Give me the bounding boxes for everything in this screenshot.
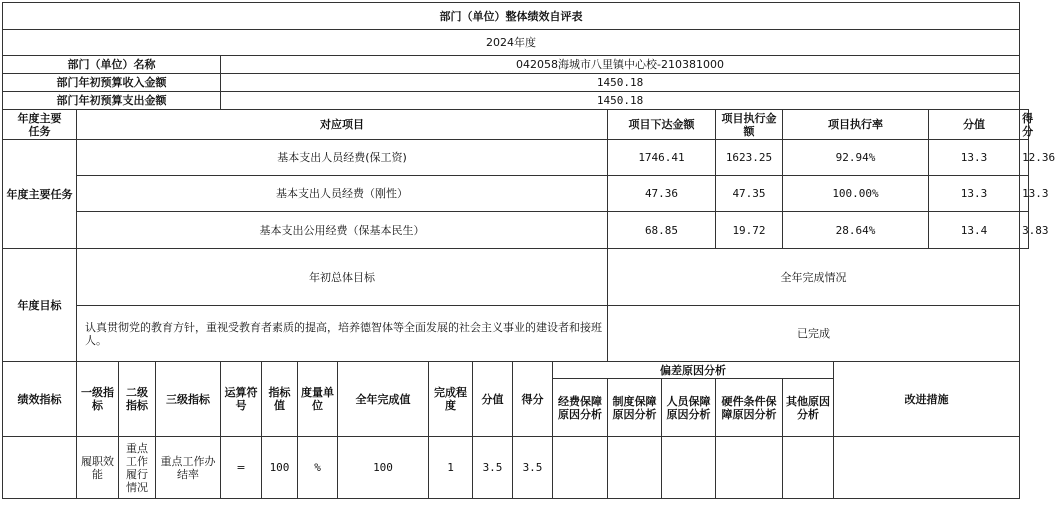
info-label-budget-expense: 部门年初预算支出金额 bbox=[3, 92, 221, 110]
goals-label: 年度目标 bbox=[3, 249, 77, 362]
task-executed: 1623.25 bbox=[716, 140, 783, 176]
perf-label: 绩效指标 bbox=[3, 362, 77, 437]
perf-header-unit: 度量单位 bbox=[298, 362, 338, 437]
tasks-header-score: 得分 bbox=[1020, 110, 1029, 140]
page-title: 部门（单位）整体绩效自评表 bbox=[3, 3, 1020, 30]
perf-dev-funding bbox=[553, 437, 608, 499]
perf-header-dev-other: 其他原因分析 bbox=[783, 379, 834, 437]
task-score-value: 13.4 bbox=[929, 212, 1020, 249]
tasks-header-item: 对应项目 bbox=[77, 110, 608, 140]
year-label: 2024年度 bbox=[3, 30, 1020, 56]
goals-initial-header: 年初总体目标 bbox=[77, 249, 608, 306]
tasks-section-label: 年度主要任务 bbox=[3, 140, 77, 249]
perf-unit: % bbox=[298, 437, 338, 499]
perf-l1: 履职效能 bbox=[77, 437, 119, 499]
task-score: 13.3 bbox=[1020, 176, 1029, 212]
self-evaluation-table bbox=[2, 2, 1055, 499]
perf-header-dev-funding: 经费保障原因分析 bbox=[553, 379, 608, 437]
info-value-budget-income: 1450.18 bbox=[221, 74, 1020, 92]
perf-header-op: 运算符号 bbox=[221, 362, 262, 437]
perf-header-l3: 三级指标 bbox=[156, 362, 221, 437]
task-item: 基本支出人员经费(保工资) bbox=[77, 140, 608, 176]
task-rate: 28.64% bbox=[783, 212, 929, 249]
task-executed: 47.35 bbox=[716, 176, 783, 212]
task-allocated: 47.36 bbox=[608, 176, 716, 212]
perf-header-dev-hardware: 硬件条件保障原因分析 bbox=[716, 379, 783, 437]
tasks-header-rate: 项目执行率 bbox=[783, 110, 929, 140]
task-item: 基本支出人员经费（刚性） bbox=[77, 176, 608, 212]
perf-dev-other bbox=[783, 437, 834, 499]
tasks-header-allocated: 项目下达金额 bbox=[608, 110, 716, 140]
info-label-dept-name: 部门（单位）名称 bbox=[3, 56, 221, 74]
perf-score: 3.5 bbox=[513, 437, 553, 499]
perf-header-score: 得分 bbox=[513, 362, 553, 437]
perf-target: 100 bbox=[262, 437, 298, 499]
perf-header-l2: 二级指标 bbox=[119, 362, 156, 437]
perf-dev-hardware bbox=[716, 437, 783, 499]
perf-header-improve: 改进措施 bbox=[834, 362, 1020, 437]
info-label-budget-income: 部门年初预算收入金额 bbox=[3, 74, 221, 92]
perf-improve bbox=[834, 437, 1020, 499]
task-rate: 100.00% bbox=[783, 176, 929, 212]
task-rate: 92.94% bbox=[783, 140, 929, 176]
perf-actual: 100 bbox=[338, 437, 429, 499]
goals-text: 认真贯彻党的教育方针，重视受教育者素质的提高，培养德智体等全面发展的社会主义事业的建设者和接班人。 bbox=[77, 306, 608, 362]
info-value-budget-expense: 1450.18 bbox=[221, 92, 1020, 110]
task-allocated: 1746.41 bbox=[608, 140, 716, 176]
perf-row-label bbox=[3, 437, 77, 499]
perf-header-deviation: 偏差原因分析 bbox=[553, 362, 834, 379]
task-score-value: 13.3 bbox=[929, 140, 1020, 176]
perf-header-score-value: 分值 bbox=[473, 362, 513, 437]
perf-score-value: 3.5 bbox=[473, 437, 513, 499]
perf-header-target: 指标值 bbox=[262, 362, 298, 437]
info-value-dept-name: 042058海城市八里镇中心校-210381000 bbox=[221, 56, 1020, 74]
perf-l2: 重点工作履行情况 bbox=[119, 437, 156, 499]
perf-dev-system bbox=[608, 437, 662, 499]
task-item: 基本支出公用经费（保基本民生） bbox=[77, 212, 608, 249]
perf-dev-personnel bbox=[662, 437, 716, 499]
perf-header-actual: 全年完成值 bbox=[338, 362, 429, 437]
goals-completion-header: 全年完成情况 bbox=[608, 249, 1020, 306]
tasks-header-label: 年度主要 任务 bbox=[3, 110, 77, 140]
perf-degree: 1 bbox=[429, 437, 473, 499]
perf-header-l1: 一级指标 bbox=[77, 362, 119, 437]
perf-header-dev-personnel: 人员保障原因分析 bbox=[662, 379, 716, 437]
tasks-header-score-value: 分值 bbox=[929, 110, 1020, 140]
task-executed: 19.72 bbox=[716, 212, 783, 249]
task-score-value: 13.3 bbox=[929, 176, 1020, 212]
task-allocated: 68.85 bbox=[608, 212, 716, 249]
goals-status: 已完成 bbox=[608, 306, 1020, 362]
task-score: 3.83 bbox=[1020, 212, 1029, 249]
perf-header-degree: 完成程度 bbox=[429, 362, 473, 437]
perf-header-dev-system: 制度保障原因分析 bbox=[608, 379, 662, 437]
task-score: 12.36 bbox=[1020, 140, 1029, 176]
perf-op: = bbox=[221, 437, 262, 499]
tasks-header-executed: 项目执行金额 bbox=[716, 110, 783, 140]
perf-l3: 重点工作办结率 bbox=[156, 437, 221, 499]
